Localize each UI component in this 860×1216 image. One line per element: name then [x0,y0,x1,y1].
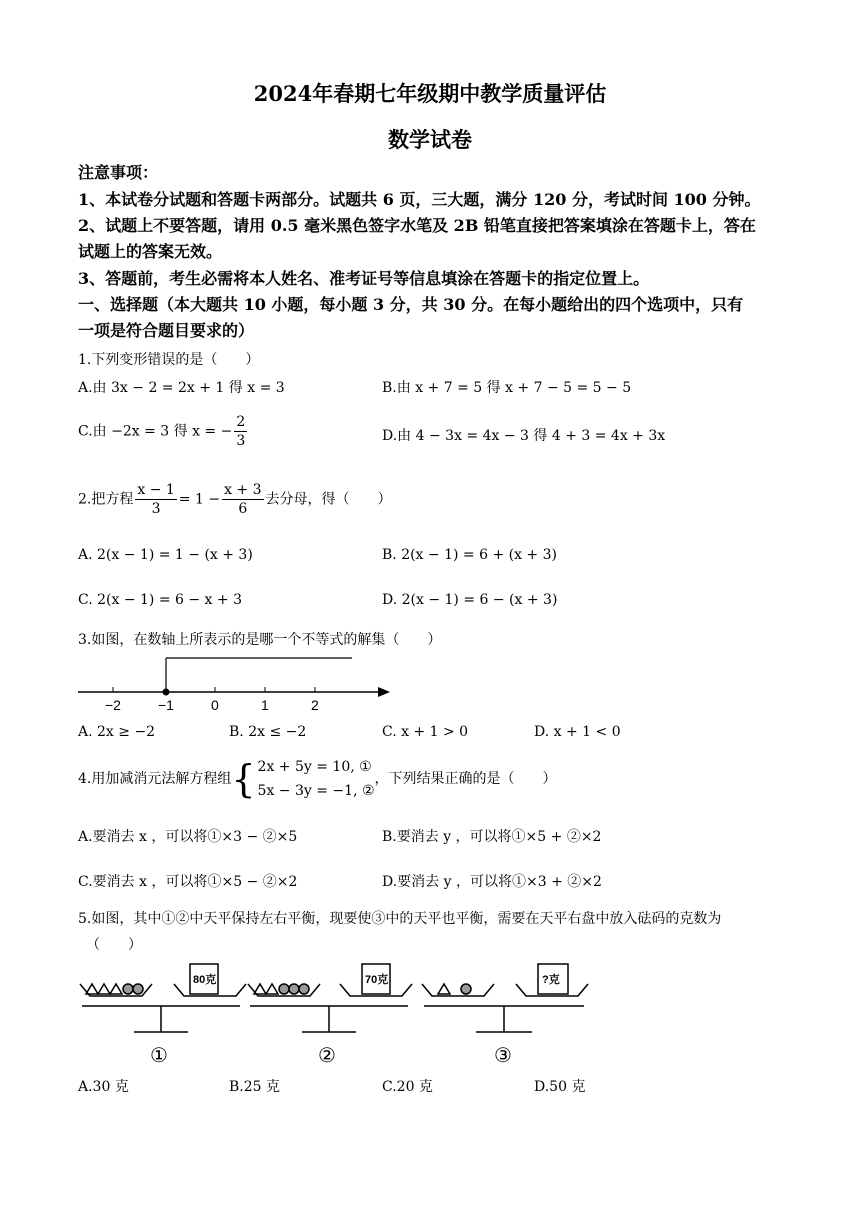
q2-stem [78,481,392,518]
q1-option-c-fraction [234,413,247,450]
weight-label-1: 80克 [193,974,217,986]
axis-arrow [378,687,390,697]
q4-option-a: A.要消去 x ，可以将①×3 − ②×5 [78,829,298,845]
q4-option-c: C.要消去 x ，可以将①×5 − ②×2 [78,874,298,890]
exam-subtitle: 数学试卷 [388,127,472,152]
q3-option-b: B. 2x ≤ −2 [229,724,307,740]
q2-fraction-2 [222,481,263,518]
q2-option-b: B. 2(x − 1) = 6 + (x + 3) [382,547,557,563]
tick-label: 0 [211,697,219,713]
q4-option-d: D.要消去 y ，可以将①×3 + ②×2 [382,874,602,890]
q1-option-d: D.由 4 − 3x = 4x − 3 得 4 + 3 = 4x + 3x [382,428,666,444]
ball-weight [279,984,289,994]
weight-label-3: ?克 [542,974,560,986]
q5-option-a: A.30 克 [78,1079,129,1095]
fraction-numerator: x + 3 [224,482,262,498]
ball-weight [299,984,309,994]
scale-label-3: ③ [494,1043,512,1066]
note-item-1: 1、本试卷分试题和答题卡两部分。试题共 6 页，三大题，满分 120 分，考试时间 100 分钟。 [78,190,761,209]
note-item-2-line2: 试题上的答案无效。 [78,242,223,261]
balance-scale-3 [422,964,588,1032]
q2-option-c: C. 2(x − 1) = 6 − x + 3 [78,592,242,608]
fraction-numerator: 2 [236,414,246,430]
q2-option-a: A. 2(x − 1) = 1 − (x + 3) [78,547,253,563]
q3-option-a: A. 2x ≥ −2 [78,724,156,740]
fraction-denominator: 3 [236,433,246,449]
triangle-weight [110,984,122,994]
q4-stem-prefix: 4.用加减消元法解方程组 [78,771,232,787]
q3-option-c: C. x + 1 > 0 [382,724,469,740]
q2-fraction-1 [135,481,176,518]
left-pan [422,984,494,996]
triangle-weight [98,984,110,994]
q3-option-d: D. x + 1 < 0 [534,724,621,740]
tick-label: −2 [105,697,121,713]
q1-option-c-text: C.由 −2x = 3 得 x = − [78,423,233,440]
brace-symbol: { [231,757,256,801]
fraction-denominator: 6 [238,501,248,517]
q2-stem-suffix: 去分母，得（ ） [265,491,392,508]
q5-option-d: D.50 克 [534,1079,586,1095]
tick-label: 1 [261,697,269,713]
scale-label-1: ① [150,1043,168,1066]
q4-option-b: B.要消去 y ，可以将①×5 + ②×2 [382,829,602,845]
q4-stem-suffix: ，下列结果正确的是（ ） [374,771,557,787]
ball-weight [289,984,299,994]
ball-weight [133,984,143,994]
q1-option-b: B.由 x + 7 = 5 得 x + 7 − 5 = 5 − 5 [382,380,632,396]
notes-heading: 注意事项： [78,163,159,182]
scale-label-2: ② [318,1043,336,1066]
q2-option-d: D. 2(x − 1) = 6 − (x + 3) [382,592,558,608]
q3-stem: 3.如图，在数轴上所表示的是哪一个不等式的解集（ ） [78,632,442,648]
q5-option-c: C.20 克 [382,1079,433,1095]
q4-equation-2: 5x − 3y = −1, ② [257,783,375,799]
fraction-denominator: 3 [151,501,161,517]
q2-stem-prefix: 2.把方程 [78,491,134,508]
note-item-2-line1: 2、试题上不要答题，请用 0.5 毫米黑色签字水笔及 2B 铅笔直接把答案填涂在答题卡上，答在 [78,216,756,235]
balance-scale-1 [80,964,246,1032]
q1-option-a: A.由 3x − 2 = 2x + 1 得 x = 3 [78,380,285,396]
q5-balance-figure [76,958,600,1066]
q4-equation-1: 2x + 5y = 10, ① [257,759,372,775]
ball-weight [461,984,471,994]
tick-label: −1 [158,697,174,713]
tick-label: 2 [311,697,319,713]
q4-equation-system [231,755,374,803]
q1-option-c [78,413,249,450]
triangle-weight [438,984,450,994]
note-item-3: 3、答题前，考生必需将本人姓名、准考证号等信息填涂在答题卡的指定位置上。 [78,269,650,288]
triangle-weight [266,984,278,994]
q5-stem-line2: （ ） [86,937,142,953]
weight-label-2: 70克 [365,974,389,986]
q4-stem [78,755,557,803]
fraction-numerator: x − 1 [137,482,175,498]
exam-title: 2024年春期七年级期中教学质量评估 [253,81,607,106]
q3-number-line [78,652,398,716]
q5-option-b: B.25 克 [229,1079,281,1095]
q5-stem-line1: 5.如图，其中①②中天平保持左右平衡，现要使③中的天平也平衡，需要在天平右盘中放入砝码的克数为 [78,911,722,927]
section-heading-line2: 一项是符合题目要求的） [78,321,255,340]
section-heading-line1: 一、选择题（本大题共 10 小题，每小题 3 分，共 30 分。在每小题给出的四个选项中，只有 [78,295,744,314]
q2-stem-mid: = 1 − [178,491,221,508]
q1-stem: 1.下列变形错误的是（ ） [78,352,260,368]
ball-weight [123,984,133,994]
